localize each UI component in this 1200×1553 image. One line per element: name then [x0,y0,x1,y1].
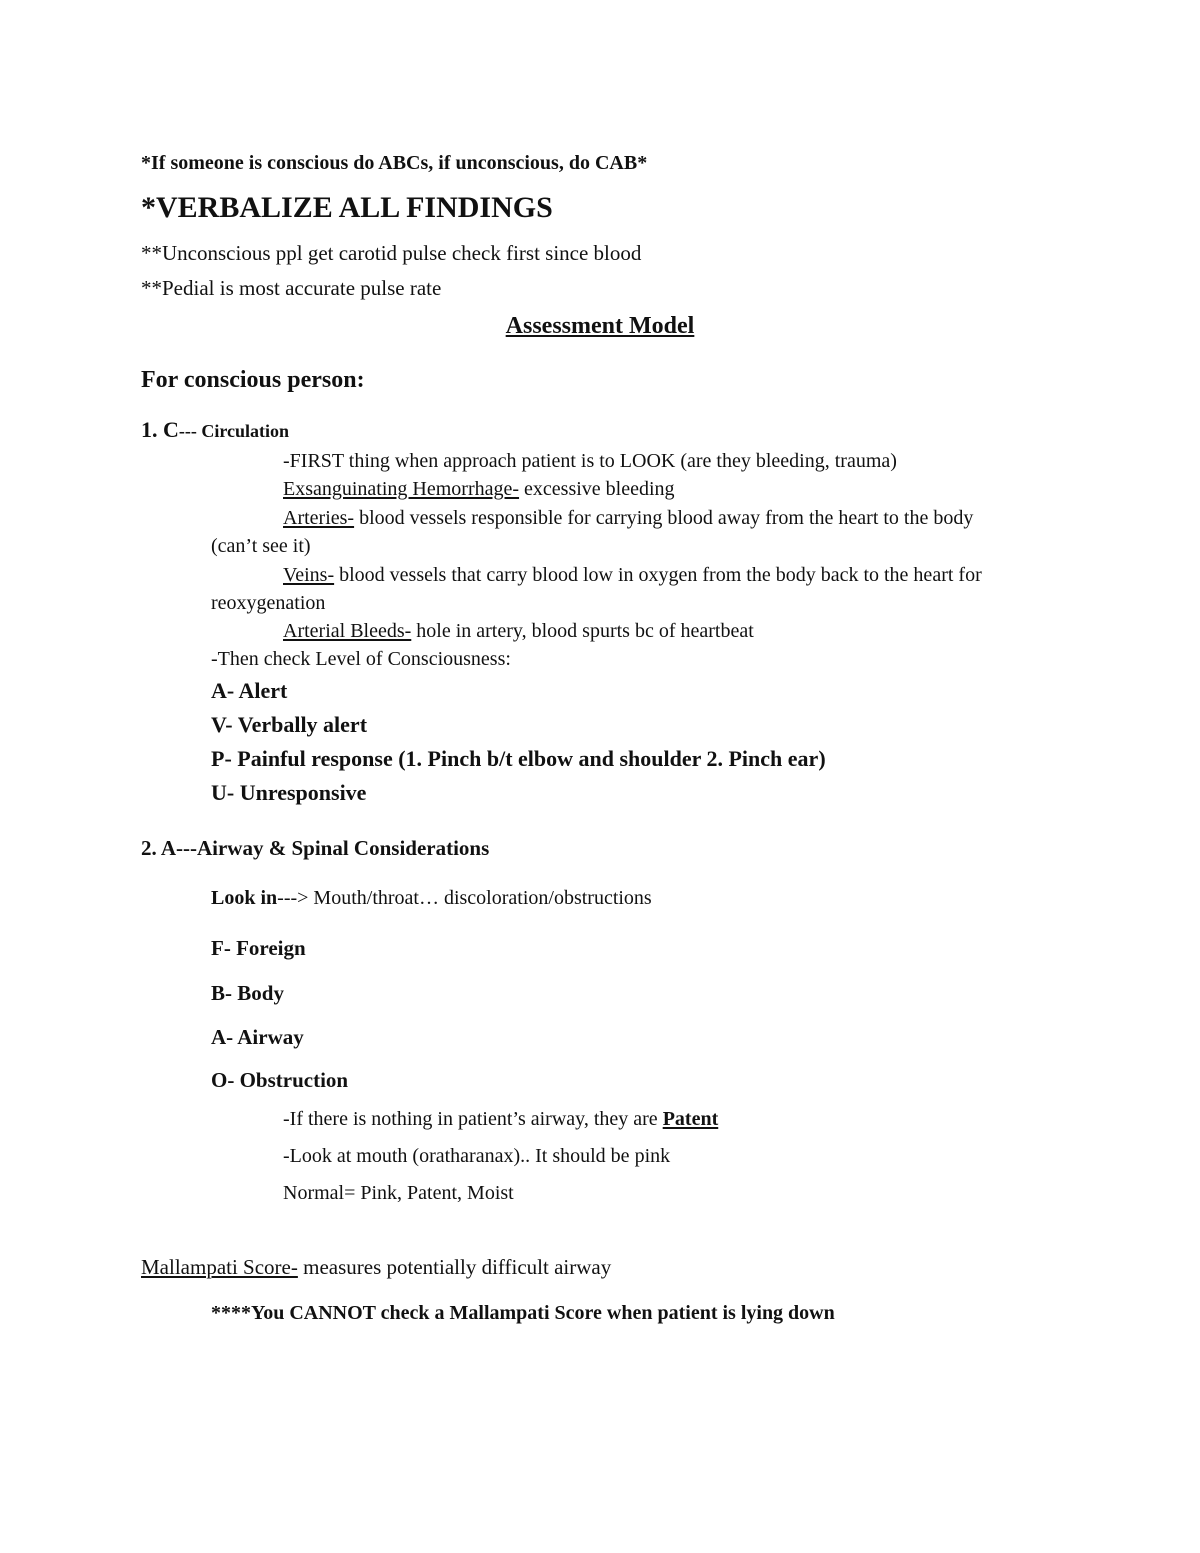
term-arteries [283,507,973,530]
look-in-line [211,887,652,910]
patent-line [283,1108,718,1131]
look-mouth-line: -Look at mouth (oratharanax).. It should be pink [283,1145,671,1167]
term-label: Veins- [283,564,335,586]
section-c-label: --- Circulation [178,421,290,441]
term-definition: blood vessels responsible for carrying blood away from the heart to the body [354,507,974,529]
avpu-letter: A [211,678,227,703]
avpu-verbal [211,712,367,737]
pedial-note: **Pedial is most accurate pulse rate [141,276,442,300]
mallampati-term: Mallampati Score- [141,1255,298,1279]
page-title: Assessment Model [505,313,695,339]
avpu-pain [211,746,826,771]
fbao-text: - Airway [226,1025,304,1049]
term-definition: hole in artery, blood spurts bc of heartbeat [411,620,754,642]
carotid-note: **Unconscious ppl get carotid pulse check first since blood [141,241,642,265]
avpu-unresponsive [211,780,366,805]
patent-word: Patent [662,1108,719,1130]
fbao-letter: A [211,1025,227,1049]
patent-prefix: -If there is nothing in patient’s airway, they are [283,1108,663,1130]
term-veins-continuation: reoxygenation [211,592,326,614]
fbao-obstruction [211,1068,348,1092]
verbalize-heading: *VERBALIZE ALL FINDINGS [141,191,553,224]
fbao-letter: B [211,981,226,1005]
fbao-letter: O [211,1068,228,1092]
avpu-text: - Alert [226,678,288,703]
term-definition: excessive bleeding [519,478,675,500]
term-arterial-bleeds [283,620,754,643]
section-a-heading: 2. A---Airway & Spinal Considerations [141,836,490,860]
cab-note: *If someone is conscious do ABCs, if unconscious, do CAB* [141,152,648,174]
look-in-label: Look in [211,887,278,909]
fbao-text: - Body [225,981,284,1005]
avpu-letter: P [211,746,225,771]
fbao-text: - Foreign [223,936,306,960]
avpu-text: - Verbally alert [225,712,368,737]
avpu-text: - Painful response (1. Pinch b/t elbow and shoulder 2. Pinch ear) [224,746,826,771]
section-c-heading [141,417,289,442]
fbao-letter: F [211,936,224,960]
mallampati-line [141,1255,611,1279]
mallampati-definition: measures potentially difficult airway [297,1255,612,1279]
term-definition: blood vessels that carry blood low in oxygen from the body back to the heart for [334,564,982,586]
fbao-text: - Obstruction [227,1068,349,1092]
avpu-letter: U [211,780,227,805]
term-arteries-continuation: (can’t see it) [211,535,311,557]
look-in-text: ---> Mouth/throat… discoloration/obstructions [277,887,652,909]
term-label: Exsanguinating Hemorrhage- [283,478,520,500]
avpu-text: - Unresponsive [226,780,367,805]
section-c-number: 1. C [141,417,179,442]
first-look-line: -FIRST thing when approach patient is to LOOK (are they bleeding, trauma) [283,450,897,472]
normal-line: Normal= Pink, Patent, Moist [283,1182,514,1204]
term-exsanguinating [283,478,675,501]
mallampati-warning: ****You CANNOT check a Mallampati Score when patient is lying down [211,1302,835,1324]
avpu-alert [211,678,287,703]
term-label: Arterial Bleeds- [283,620,412,642]
term-label: Arteries- [283,507,355,529]
term-veins [283,564,982,587]
avpu-letter: V [211,712,226,737]
fbao-body [211,981,284,1005]
loc-intro: -Then check Level of Consciousness: [211,648,511,670]
fbao-foreign [211,936,306,960]
conscious-heading: For conscious person: [141,367,365,393]
fbao-airway [211,1025,304,1049]
